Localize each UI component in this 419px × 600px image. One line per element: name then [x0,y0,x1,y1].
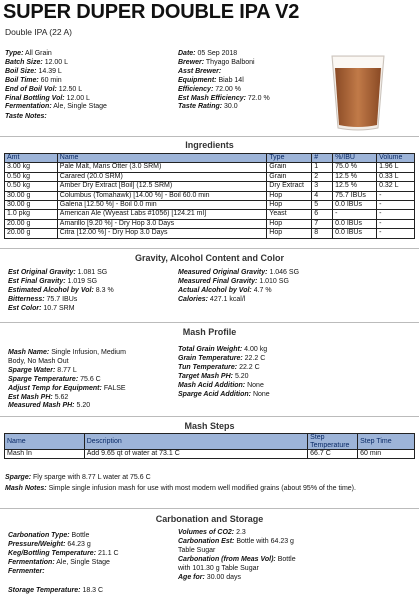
info-value: 4.00 kg [244,346,268,353]
info-value: Ale, Single Stage [53,103,107,111]
table-cell: Carared (20.0 SRM) [57,172,267,181]
info-row [178,296,299,305]
info-label: Volumes of CO2: [178,529,235,536]
info-row [5,86,107,95]
table-cell: 75.0 % [333,163,377,172]
table-cell: 0.0 IBUs [333,229,377,238]
table-row [5,182,415,191]
info-label: Mash Acid Addition: [178,381,246,389]
table-cell: 20.00 g [5,219,58,228]
info-row [178,103,270,112]
info-value: 21.1 C [97,549,119,557]
table-cell: - [377,201,415,210]
divider [0,248,419,249]
table-cell: 60 min [358,450,415,459]
table-cell: Dry Extract [267,182,312,191]
table-cell: 3.00 kg [5,163,58,172]
info-label: Pressure/Weight: [8,540,66,548]
info-label: Batch Size: [5,58,43,66]
info-row [178,287,299,296]
info-row [8,296,114,305]
table-row [5,210,415,219]
recipe-info-left [5,50,107,112]
info-row [178,373,270,382]
info-value: FALSE [103,384,126,392]
divider [0,508,419,509]
table-cell: Hop [267,219,312,228]
table-cell: 0.0 IBUs [333,219,377,228]
info-label: Est Color: [8,304,42,312]
column-header: Description [84,434,307,450]
info-value: None [247,381,264,389]
storage-temperature: Storage Temperature: 18.3 C [8,587,104,594]
mash-profile-right [178,346,270,399]
info-label: Target Mash PH: [178,372,233,380]
info-row [5,77,107,86]
carbonation-heading: Carbonation and Storage [155,514,264,524]
carbonation-right [178,529,296,582]
table-cell: Amber Dry Extract [Boil] (12.5 SRM) [57,182,267,191]
info-label: Calories: [178,295,208,303]
info-value: Bottle [71,532,90,539]
column-header: Name [5,434,85,450]
table-row [5,191,415,200]
sparge-note: Sparge: Fly sparge with 8.77 L water at 75.6 C [5,474,151,481]
info-label: Est Final Gravity: [8,277,66,285]
info-label: Boil Size: [5,67,37,75]
info-value: Thyago Balboni [205,58,255,66]
info-row [178,59,270,68]
info-value: 5.20 [234,372,249,380]
info-row [8,541,119,550]
info-value: 12.00 L [44,58,69,66]
mash-steps-heading: Mash Steps [184,421,235,431]
table-cell: 5 [312,201,333,210]
gravity-right [178,269,299,305]
info-row [5,103,107,112]
info-label: Sparge Water: [8,366,56,374]
info-value: 5.62 [54,393,69,401]
table-row [5,450,415,459]
info-row [178,269,299,278]
column-header: Type [267,154,312,163]
table-cell: - [377,210,415,219]
table-cell: 0.50 kg [5,182,58,191]
table-cell: Columbus (Tomahawk) [14.00 %] - Boil 60.0 min [57,191,267,200]
info-label: Boil Time: [5,76,39,84]
info-value: 8.77 L [57,366,77,374]
table-cell: - [377,191,415,200]
table-row [5,201,415,210]
info-label: Carbonation (from Meas Vol): [178,555,276,563]
taste-notes: Taste Notes: [5,113,47,120]
table-row [5,163,415,172]
info-value: None [252,390,270,398]
info-label: Efficiency: [178,85,214,93]
info-row [178,391,270,400]
column-header: Volume [377,154,415,163]
info-row [178,77,270,86]
info-label: Final Bottling Vol: [5,94,65,102]
info-value: 12.50 L [58,85,83,93]
info-row [178,529,296,538]
info-row [8,568,119,577]
info-value: Bottle [277,555,296,563]
info-label: Mash Name: [8,349,50,356]
info-row [8,278,114,287]
info-row [178,547,296,556]
info-row [8,269,114,278]
gravity-left [8,269,114,314]
info-row [8,367,126,376]
info-value: 05 Sep 2018 [197,50,238,57]
table-cell: 6 [312,210,333,219]
info-label: Est Mash PH: [8,393,53,401]
table-cell: 0.33 L [377,172,415,181]
info-value: Biab 14l [218,76,244,84]
carbonation-left [8,532,119,577]
table-cell: 1.0 pkg [5,210,58,219]
table-cell: Amarillo [9.20 %] - Dry Hop 3.0 Days [57,219,267,228]
table-cell: 4 [312,191,333,200]
info-label: Carbonation Est: [178,537,235,545]
table-cell: - [333,210,377,219]
mash-profile-left [8,349,126,411]
table-cell: 20.00 g [5,229,58,238]
table-cell: American Ale (Wyeast Labs #1056) [124.21 ml] [57,210,267,219]
column-header: Step Temperature [308,434,358,450]
table-cell: Hop [267,191,312,200]
info-row [5,68,107,77]
info-row [8,559,119,568]
table-row [5,229,415,238]
info-label: Fermentation: [5,103,52,111]
info-value: 72.00 % [215,85,241,93]
info-row [178,556,296,565]
info-row [8,532,119,541]
info-row [178,574,296,583]
table-row [5,219,415,228]
info-value: Ale, Single Stage [56,558,110,566]
gravity-heading: Gravity, Alcohol Content and Color [134,253,284,263]
column-header: Name [57,154,267,163]
info-value: 30.00 days [206,573,242,581]
info-row [8,402,126,411]
table-cell: Yeast [267,210,312,219]
info-label: Est Mash Efficiency: [178,94,246,102]
mash-steps-table [4,433,415,459]
table-cell: 75.7 IBUs [333,191,377,200]
info-value: 5.20 [76,402,91,410]
table-cell: Hop [267,201,312,210]
table-cell: 0.0 IBUs [333,201,377,210]
info-row [178,364,270,373]
table-cell: 1.96 L [377,163,415,172]
info-value: Body, No Mash Out [8,357,69,365]
mash-profile-heading: Mash Profile [182,327,237,337]
info-row [8,349,126,358]
info-row [178,355,270,364]
info-row [178,382,270,391]
info-label: Actual Alcohol by Vol: [178,286,252,294]
info-row [178,50,270,59]
info-value: 22.2 C [244,354,266,362]
column-header: # [312,154,333,163]
info-label: Bitterness: [8,295,45,303]
divider [0,136,419,137]
info-label: Date: [178,50,196,57]
info-value: 64.23 g [67,540,91,548]
info-row [8,376,126,385]
info-value: 14.39 L [38,67,62,75]
table-cell: - [377,219,415,228]
recipe-info-right [178,50,270,112]
divider [0,322,419,323]
info-value: Bottle with 64.23 g [236,537,294,545]
divider [0,416,419,417]
info-row [178,346,270,355]
info-label: Fermenter: [8,567,45,575]
info-value: 1.010 SG [259,277,289,285]
info-row [5,59,107,68]
info-value: 1.019 SG [67,277,98,285]
info-value: Single Infusion, Medium [51,349,126,356]
table-cell: Add 9.65 qt of water at 73.1 C [84,450,307,459]
table-cell: Citra [12.00 %] - Dry Hop 3.0 Days [57,229,267,238]
table-cell: 66.7 C [308,450,358,459]
table-cell: Mash In [5,450,85,459]
info-row [178,86,270,95]
info-label: Carbonation Type: [8,532,70,539]
info-value: 22.2 C [239,363,260,371]
mash-notes: Mash Notes: Simple single infusion mash for use with most modern well modified grains (about 95% of the time). [5,485,356,492]
table-cell: 8 [312,229,333,238]
info-value: 2.3 [236,529,246,536]
info-value: 8.3 % [95,286,114,294]
recipe-title: SUPER DUPER DOUBLE IPA V2 [3,1,300,23]
info-row [8,358,126,367]
info-value: 1.046 SG [269,269,300,276]
info-label: Sparge Acid Addition: [178,390,251,398]
info-row [178,565,296,574]
info-row [5,50,107,59]
info-value: All Grain [24,50,52,57]
info-label: Age for: [178,573,205,581]
info-label: Grain Temperature: [178,354,243,362]
info-label: Sparge Temperature: [8,375,79,383]
table-row [5,172,415,181]
table-cell: 12.5 % [333,172,377,181]
info-value: 10.7 SRM [43,304,75,312]
info-row [178,68,270,77]
info-label: Keg/Bottling Temperature: [8,549,97,557]
table-cell: Pale Malt, Maris Otter (3.0 SRM) [57,163,267,172]
info-value: 75.6 C [80,375,101,383]
table-cell: 0.32 L [377,182,415,191]
table-cell: Grain [267,163,312,172]
info-label: Brewer: [178,58,205,66]
info-value: 72.0 % [247,94,270,102]
info-label: Measured Original Gravity: [178,269,268,276]
info-label: End of Boil Vol: [5,85,57,93]
info-row [8,287,114,296]
info-label: Measured Final Gravity: [178,277,258,285]
table-cell: Galena [12.50 %] - Boil 0.0 min [57,201,267,210]
info-label: Measured Mash PH: [8,402,75,410]
info-row [8,550,119,559]
table-cell: 30.00 g [5,201,58,210]
table-cell: - [377,229,415,238]
info-value: with 101.30 g Table Sugar [178,564,259,572]
table-cell: 7 [312,219,333,228]
table-cell: 2 [312,172,333,181]
info-row [8,394,126,403]
table-cell: 12.5 % [333,182,377,191]
info-value: 60 min [40,76,62,84]
table-cell: 1 [312,163,333,172]
recipe-style: Double IPA (22 A) [5,27,72,37]
beer-glass-icon [328,54,388,132]
info-row [178,538,296,547]
info-value: Table Sugar [178,546,216,554]
info-label: Est Original Gravity: [8,269,76,276]
table-cell: 0.50 kg [5,172,58,181]
table-cell: 30.00 g [5,191,58,200]
info-label: Fermentation: [8,558,55,566]
info-label: Taste Rating: [178,103,223,111]
info-label: Type: [5,50,24,57]
ingredients-heading: Ingredients [185,140,234,150]
info-label: Estimated Alcohol by Vol: [8,286,94,294]
info-row [5,95,107,104]
info-value: 30.0 [224,103,238,111]
info-value: 75.7 IBUs [46,295,78,303]
column-header: Amt [5,154,58,163]
info-row [8,385,126,394]
info-label: Equipment: [178,76,217,84]
table-cell: Hop [267,229,312,238]
column-header: Step Time [358,434,415,450]
table-cell: Grain [267,172,312,181]
info-value: 12.00 L [66,94,90,102]
info-row [8,305,114,314]
info-label: Adjust Temp for Equipment: [8,384,102,392]
info-value: 427.1 kcal/l [209,295,246,303]
ingredients-table [4,153,415,239]
info-row [178,278,299,287]
info-value: 4.7 % [253,286,272,294]
column-header: %/IBU [333,154,377,163]
info-value: 1.081 SG [77,269,108,276]
info-label: Asst Brewer: [178,67,222,75]
table-cell: 3 [312,182,333,191]
info-label: Total Grain Weight: [178,346,243,353]
info-label: Tun Temperature: [178,363,238,371]
info-row [178,95,270,104]
